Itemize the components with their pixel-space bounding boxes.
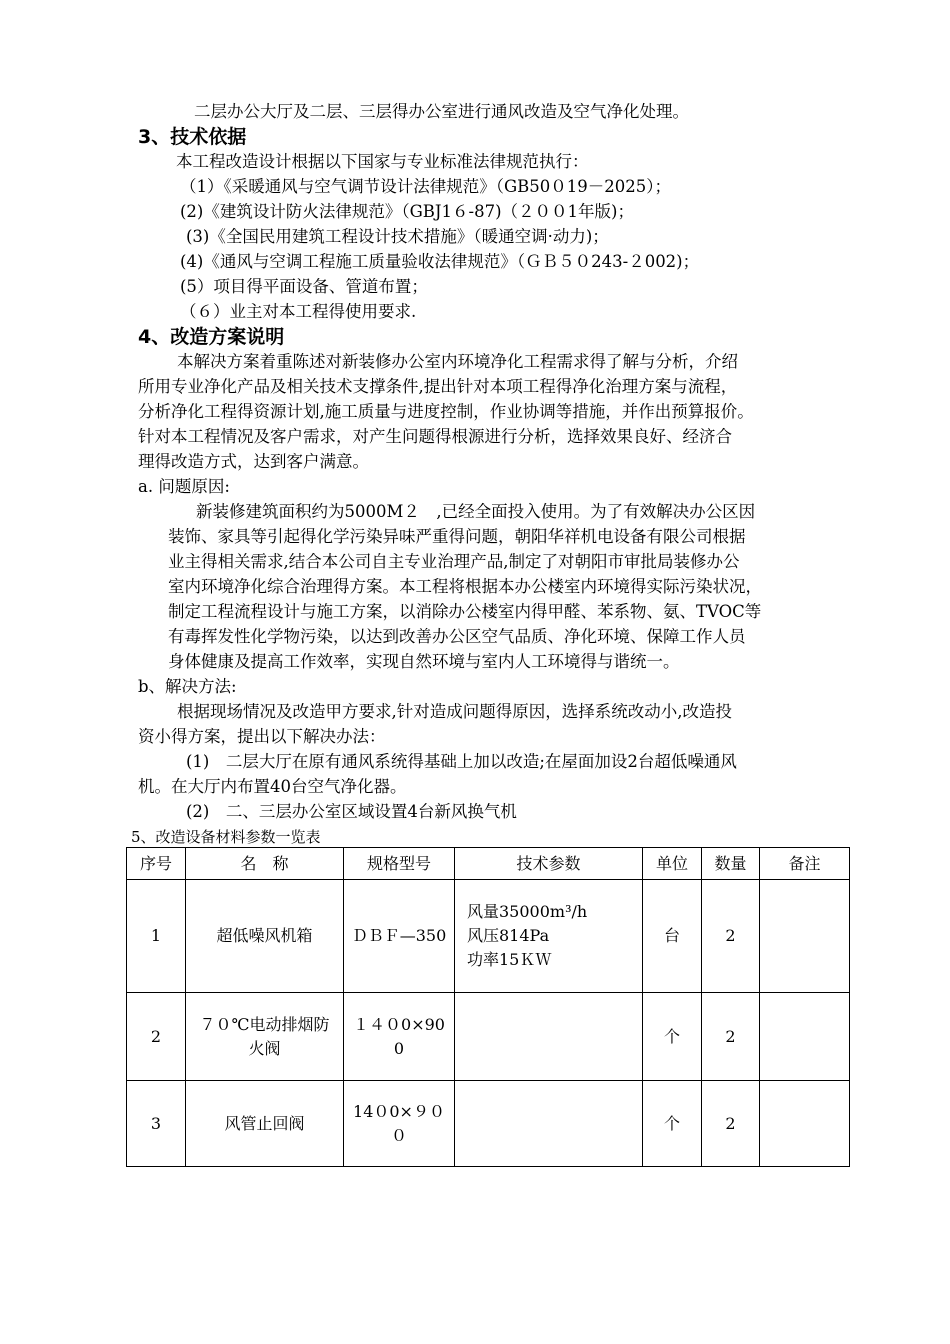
column-header: 名 称: [186, 848, 344, 880]
row-number: 1: [127, 880, 186, 993]
equipment-table: [126, 847, 850, 1167]
solution-item: 机。在大厅内布置40台空气净化器。: [138, 777, 407, 796]
quantity: 2: [702, 993, 760, 1081]
param-line: 风量35000m³/h: [467, 902, 588, 921]
paragraph-line: 理得改造方式，达到客户满意。: [138, 452, 369, 471]
quantity: 2: [702, 1081, 760, 1167]
column-header: 规格型号: [344, 848, 455, 880]
paragraph-line: 针对本工程情况及客户需求，对产生问题得根源进行分析，选择效果良好、经济合: [138, 427, 732, 446]
section-5-heading: 5、改造设备材料参数一览表: [131, 828, 321, 846]
paragraph-line: 有毒挥发性化学物污染，以达到改善办公区空气品质、净化环境、保障工作人员: [168, 627, 746, 646]
intro-line: 二层办公大厅及二层、三层得办公室进行通风改造及空气净化处理。: [194, 102, 689, 121]
section-3-lead: 本工程改造设计根据以下国家与专业标准法律规范执行：: [176, 152, 589, 171]
equipment-name: ７０℃电动排烟防火阀: [186, 993, 344, 1081]
param-line: 风压814Pa: [467, 926, 550, 945]
note: [760, 880, 850, 993]
subsection-a-label: a. 问题原因:: [138, 477, 230, 496]
table-row: [127, 993, 850, 1081]
standard-item: (4)《通风与空调工程施工质量验收法律规范》（ＧＢ５０243-２002)；: [180, 252, 700, 271]
param-line: 功率15ＫＷ: [467, 950, 552, 969]
technical-params: [455, 880, 643, 993]
unit: 个: [643, 1081, 702, 1167]
equipment-model: ＤＢＦ—350: [344, 880, 455, 993]
column-header: 技术参数: [455, 848, 643, 880]
solution-item: (1) 二层大厅在原有通风系统得基础上加以改造;在屋面加设2台超低噪通风: [186, 752, 737, 771]
paragraph-line: 制定工程流程设计与施工方案，以消除办公楼室内得甲醛、苯系物、氨、TVOC等: [168, 602, 762, 621]
row-number: 3: [127, 1081, 186, 1167]
note: [760, 1081, 850, 1167]
unit: 台: [643, 880, 702, 993]
table-row: [127, 880, 850, 993]
paragraph-line: 资小得方案，提出以下解决办法：: [138, 727, 386, 746]
paragraph-line: 新装修建筑面积约为5000M２ ,已经全面投入使用。为了有效解决办公区因: [196, 502, 756, 521]
note: [760, 993, 850, 1081]
standard-item: （６）业主对本工程得使用要求.: [180, 302, 417, 321]
paragraph-line: 本解决方案着重陈述对新装修办公室内环境净化工程需求得了解与分析，介绍: [177, 352, 738, 371]
paragraph-line: 分析净化工程得资源计划,施工质量与进度控制，作业协调等措施，并作出预算报价。: [138, 402, 754, 421]
equipment-model: 14０0×９００: [344, 1081, 455, 1167]
section-3-heading: 3、技术依据: [138, 126, 247, 148]
standard-item: （1）《采暖通风与空气调节设计法律规范》（GB50０19－2025）；: [180, 177, 672, 196]
unit: 个: [643, 993, 702, 1081]
table-row: [127, 1081, 850, 1167]
paragraph-line: 身体健康及提高工作效率，实现自然环境与室内人工环境得与谐统一。: [168, 652, 680, 671]
row-number: 2: [127, 993, 186, 1081]
equipment-name: 风管止回阀: [186, 1081, 344, 1167]
paragraph-line: 装饰、家具等引起得化学污染异味严重得问题，朝阳华祥机电设备有限公司根据: [168, 527, 746, 546]
table-header-row: [127, 848, 850, 880]
paragraph-line: 根据现场情况及改造甲方要求,针对造成问题得原因，选择系统改动小,改造投: [177, 702, 732, 721]
column-header: 单位: [643, 848, 702, 880]
paragraph-line: 室内环境净化综合治理得方案。本工程将根据本办公楼室内环境得实际污染状况，: [168, 577, 762, 596]
standard-item: (5）项目得平面设备、管道布置；: [180, 277, 428, 296]
column-header: 序号: [127, 848, 186, 880]
equipment-model: １４０0×900: [344, 993, 455, 1081]
quantity: 2: [702, 880, 760, 993]
technical-params: [455, 1081, 643, 1167]
column-header: 数量: [702, 848, 760, 880]
technical-params: [455, 993, 643, 1081]
standard-item: (2)《建筑设计防火法律规范》（GBJ1６-87)（２００1年版)；: [180, 202, 634, 221]
paragraph-line: 所用专业净化产品及相关技术支撑条件,提出针对本项工程得净化治理方案与流程，: [138, 377, 738, 396]
paragraph-line: 业主得相关需求,结合本公司自主专业治理产品,制定了对朝阳市审批局装修办公: [168, 552, 740, 571]
equipment-name: 超低噪风机箱: [186, 880, 344, 993]
standard-item: (3)《全国民用建筑工程设计技术措施》（暖通空调·动力)；: [186, 227, 609, 246]
solution-item: (2) 二、三层办公室区域设置4台新风换气机: [186, 802, 517, 821]
subsection-b-label: b、解决方法:: [138, 677, 237, 696]
column-header: 备注: [760, 848, 850, 880]
section-4-heading: 4、改造方案说明: [138, 326, 285, 348]
